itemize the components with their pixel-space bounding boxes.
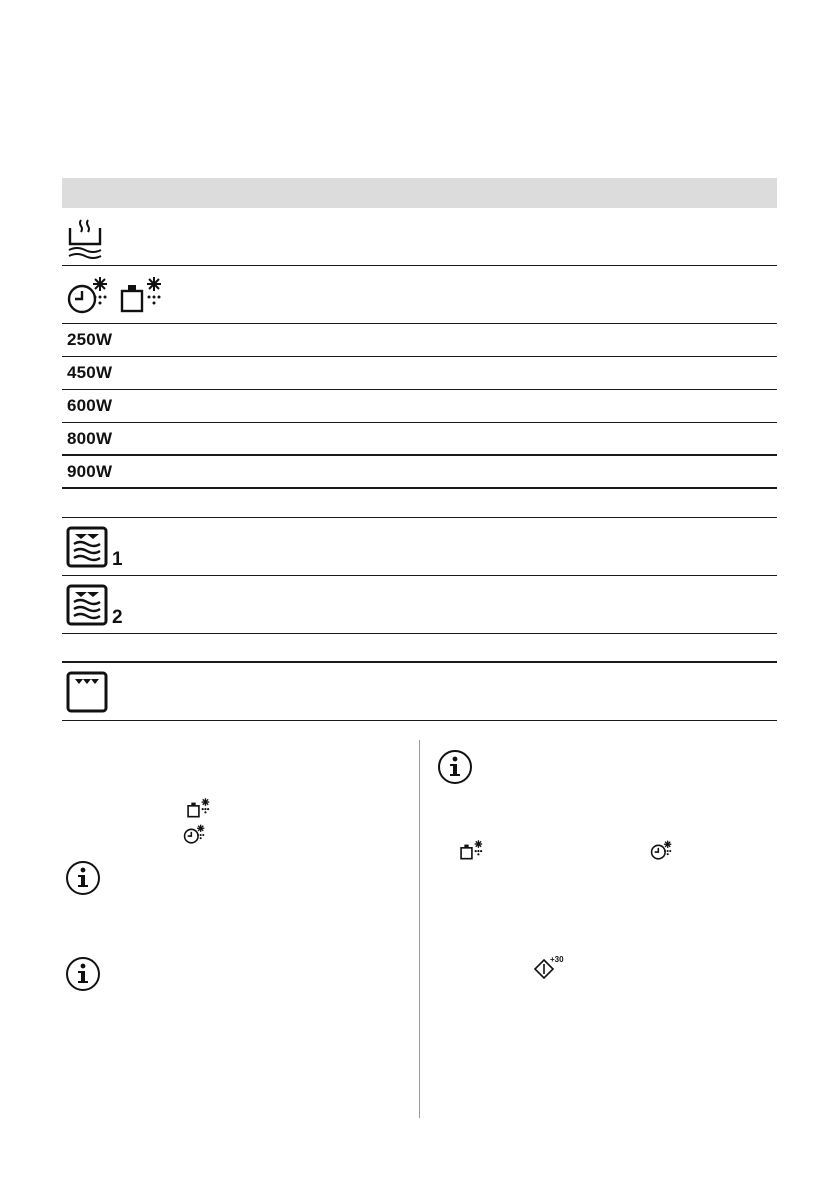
weight-defrost-icon xyxy=(460,839,486,861)
table-row-power xyxy=(62,456,777,489)
table-header xyxy=(62,178,777,208)
table-row-sensor-1 xyxy=(62,518,777,576)
weight-defrost-icon xyxy=(120,275,168,315)
timer-defrost-icon xyxy=(66,275,116,315)
table-row-sensor-2 xyxy=(62,576,777,634)
column-divider xyxy=(419,740,420,1118)
info-icon xyxy=(65,860,101,896)
table-row-power xyxy=(62,423,777,456)
timer-defrost-icon xyxy=(650,839,676,861)
oven-icon xyxy=(66,671,110,713)
power-label: 600W xyxy=(67,396,113,415)
timer-defrost-icon xyxy=(183,823,209,845)
steam-bowl-icon xyxy=(66,216,106,260)
table-row-power xyxy=(62,324,777,357)
info-icon xyxy=(65,956,101,992)
power-label: 450W xyxy=(67,363,113,382)
sensor-number: 2 xyxy=(112,607,123,628)
power-label: 800W xyxy=(67,429,113,448)
table-row-spacer xyxy=(62,634,777,663)
table-row-power xyxy=(62,357,777,390)
info-icon xyxy=(437,749,473,785)
table-row-power xyxy=(62,390,777,423)
power-label: 250W xyxy=(67,330,113,349)
table-row-spacer xyxy=(62,489,777,518)
table-row-defrost xyxy=(62,266,777,324)
table-row-reheat xyxy=(62,208,777,266)
programme-table xyxy=(62,178,777,721)
weight-defrost-icon xyxy=(187,797,213,819)
sensor-cook-icon xyxy=(66,584,110,626)
start-plus30-badge: +30 xyxy=(550,955,564,964)
sensor-cook-icon xyxy=(66,526,110,568)
power-label: 900W xyxy=(67,462,113,481)
sensor-number: 1 xyxy=(112,549,123,570)
table-row-oven xyxy=(62,663,777,721)
